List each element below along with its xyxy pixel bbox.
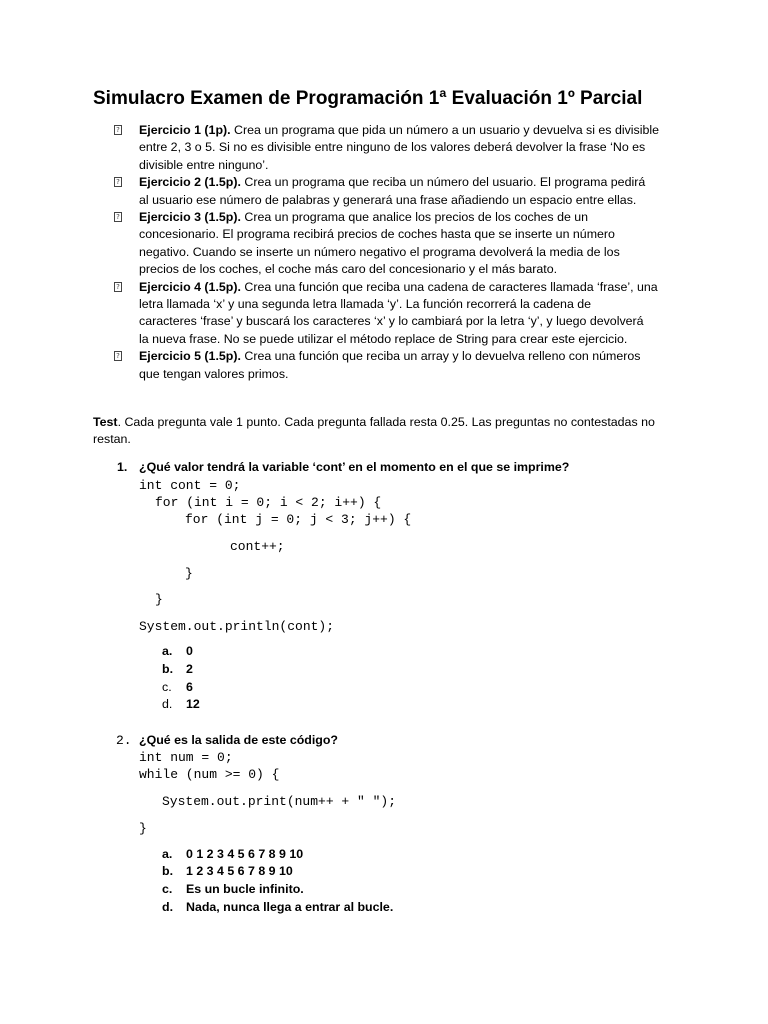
- question-number: 2.: [116, 733, 132, 748]
- exercise-text-line: Crea un programa que reciba un número del usuario. El programa pedirá: [244, 175, 646, 190]
- exercise-text-line: Crea una función que reciba un array y lo devuelva relleno con números: [244, 349, 641, 364]
- code-line: while (num >= 0) {: [139, 767, 280, 782]
- exercise-item: [0, 122, 679, 174]
- option-letter: b.: [162, 662, 174, 676]
- option-letter: c.: [162, 680, 172, 694]
- option-text: Nada, nunca llega a entrar al bucle.: [186, 900, 394, 914]
- exercise-text-line: Crea un programa que analice los precios de los coches de un: [244, 210, 589, 225]
- exercise-text-line: negativo. Cuando se inserte un número negativo el programa devolverá la media de los: [139, 244, 620, 259]
- exercise-text-line: al usuario ese número de palabras y generará una frase añadiendo un espacio entre ellas.: [139, 192, 637, 207]
- question-text: ¿Qué es la salida de este código?: [139, 733, 339, 747]
- exercise-item: [0, 209, 679, 279]
- exercise-text-line: precios de los coches, el coche más caro del concesionario y el más barato.: [139, 262, 558, 277]
- exercise-text-line: entre 2, 3 o 5. Si no es divisible entre ninguno de los valores deberá devolver la frase ‘No es: [139, 140, 646, 155]
- exercise-item: [0, 174, 679, 209]
- missing-glyph-box-icon: ?: [114, 125, 122, 135]
- document-title: Simulacro Examen de Programación 1ª Evaluación 1º Parcial: [93, 88, 643, 109]
- exercise-text-line: concesionario. El programa recibirá precios de coches hasta que se inserte un número: [139, 227, 615, 242]
- code-line: for (int j = 0; j < 3; j++) {: [185, 512, 412, 527]
- option-letter: a.: [162, 847, 173, 861]
- code-line: }: [155, 592, 163, 607]
- option-text: 12: [186, 697, 200, 711]
- exercise-item: [0, 279, 679, 349]
- exercise-title: Ejercicio 1 (1p).: [139, 123, 231, 137]
- option-letter: d.: [162, 900, 174, 914]
- exercise-text-line: Crea un programa que pida un número a un usuario y devuelva si es divisible: [234, 123, 660, 137]
- exercise-title: Ejercicio 2 (1.5p).: [139, 175, 241, 190]
- option-letter: c.: [162, 882, 173, 896]
- option-text: 2: [186, 662, 193, 676]
- exercise-text-line: la nueva frase. No se puede utilizar el método replace de String para crear este ejercicio.: [139, 331, 628, 346]
- missing-glyph-box-icon: ?: [114, 282, 122, 292]
- exercise-title: Ejercicio 3 (1.5p).: [139, 210, 241, 225]
- test-instructions: [93, 414, 693, 449]
- missing-glyph-box-icon: ?: [114, 351, 122, 361]
- code-line: int cont = 0;: [139, 478, 241, 493]
- code-line: for (int i = 0; i < 2; i++) {: [155, 495, 382, 510]
- code-line: System.out.println(cont);: [139, 619, 335, 634]
- exercise-title: Ejercicio 4 (1.5p).: [139, 279, 241, 294]
- exercise-text-line: divisible entre ninguno’.: [139, 157, 269, 172]
- test-label: Test: [93, 415, 118, 429]
- missing-glyph-box-icon: ?: [114, 212, 122, 222]
- test-description-continued: restan.: [93, 432, 131, 447]
- code-line: System.out.print(num++ + " ");: [162, 794, 397, 809]
- question-text: ¿Qué valor tendrá la variable ‘cont’ en el momento en el que se imprime?: [139, 460, 570, 474]
- code-line: int num = 0;: [139, 750, 233, 765]
- test-description: . Cada pregunta vale 1 punto. Cada pregunta fallada resta 0.25. Las preguntas no contestadas no: [117, 415, 655, 429]
- option-text: 1 2 3 4 5 6 7 8 9 10: [186, 864, 293, 878]
- exercise-text-line: Crea una función que reciba una cadena de caracteres llamada ‘frase’, una: [244, 279, 658, 294]
- option-text: Es un bucle infinito.: [186, 882, 304, 896]
- exercise-list: [0, 122, 768, 383]
- option-text: 6: [186, 680, 193, 694]
- option-letter: d.: [162, 697, 173, 711]
- code-line: }: [139, 821, 147, 836]
- option-letter: a.: [162, 644, 173, 658]
- code-line: cont++;: [230, 539, 285, 554]
- missing-glyph-box-icon: ?: [114, 177, 122, 187]
- option-text: 0 1 2 3 4 5 6 7 8 9 10: [186, 847, 304, 861]
- exercise-text-line: caracteres ‘frase’ y buscará los caracteres ‘x’ y lo cambiará por la letra ‘y’, y luego devolverá: [139, 314, 644, 329]
- exercise-text-line: letra llamada ‘x’ y una segunda letra llamada ‘y’. La función recorrerá la cadena de: [139, 297, 592, 312]
- exercise-title: Ejercicio 5 (1.5p).: [139, 349, 241, 364]
- exercise-text-line: que tengan valores primos.: [139, 366, 289, 381]
- exercise-item: [0, 348, 679, 383]
- option-letter: b.: [162, 864, 174, 878]
- option-text: 0: [186, 644, 193, 658]
- question-number: 1.: [117, 460, 128, 474]
- code-line: }: [185, 566, 193, 581]
